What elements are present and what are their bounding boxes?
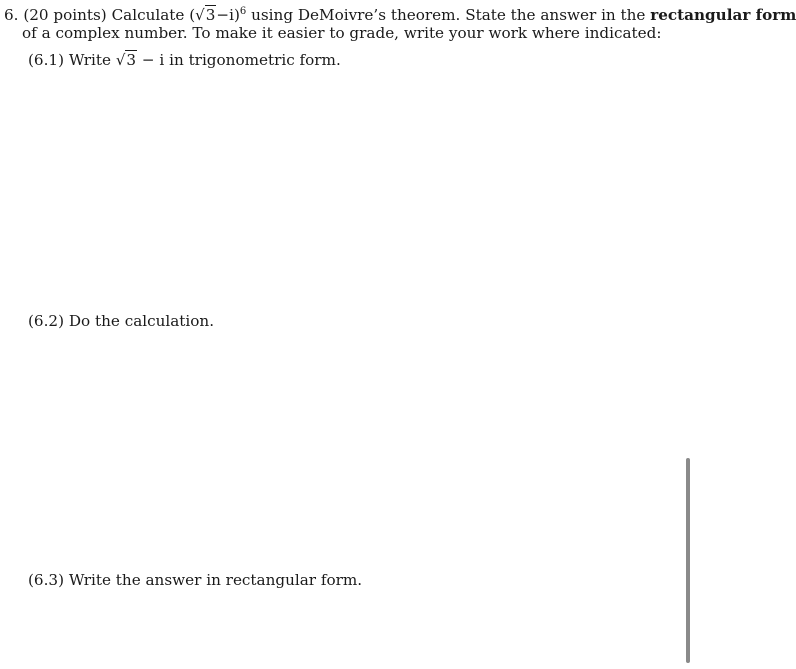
expression (189, 6, 246, 24)
vertical-scrollbar[interactable] (686, 458, 690, 663)
question-text-after: using DeMoivre’s theorem. State the answer in the (251, 6, 646, 24)
open-paren: ( (189, 6, 196, 24)
part-6-2 (28, 312, 214, 330)
part-6-1 (28, 51, 341, 69)
sqrt-expression (116, 51, 137, 69)
radicand: 3 (126, 51, 137, 69)
question-line-1 (4, 6, 796, 24)
sqrt-symbol: √ (115, 51, 126, 69)
exponent: 6 (239, 6, 247, 17)
part-text-after: − i in trigonometric form. (137, 51, 341, 69)
part-text: Do the calculation. (68, 312, 215, 330)
question-intro: Calculate (111, 6, 185, 24)
question-number: 6. (4, 6, 19, 24)
sqrt-symbol: √ (195, 6, 205, 24)
part-label: (6.3) (28, 571, 65, 589)
part-text: Write the answer in rectangular form. (68, 571, 363, 589)
question-line-2: of a complex number. To make it easier to grade, write your work where indicated: (22, 24, 662, 42)
part-label: (6.2) (28, 312, 65, 330)
part-6-3 (28, 571, 362, 589)
part-label: (6.1) (28, 51, 65, 69)
rectangular-form-bold: rectangular form (650, 6, 796, 24)
question-points: (20 points) (23, 6, 107, 24)
sqrt-expression (195, 6, 216, 24)
radicand: 3 (205, 6, 216, 24)
minus-i: −i) (216, 6, 240, 24)
part-text-before: Write (68, 51, 111, 69)
